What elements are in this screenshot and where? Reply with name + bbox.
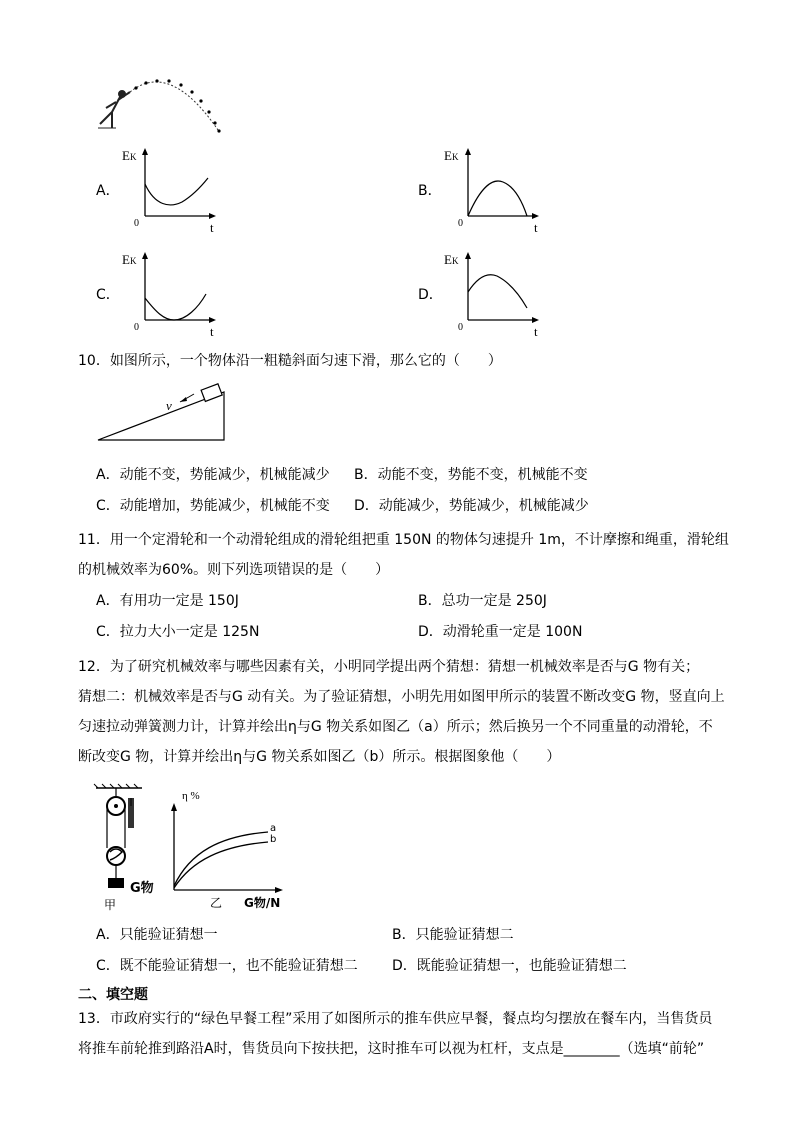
q10-option-d: D．动能减少，势能减少，机械能减少 — [354, 498, 589, 514]
shot-put-figure — [90, 78, 230, 138]
option-d-label: D． — [418, 287, 443, 303]
gwu-label-fig: G物 — [130, 881, 154, 896]
option-b-label: B． — [418, 183, 442, 199]
graph-d — [463, 250, 543, 324]
q11-option-c: C．拉力大小一定是 125N — [96, 624, 260, 640]
q12-option-a: A．只能验证猜想一 — [96, 927, 218, 943]
q11-line-1: 11．用一个定滑轮和一个动滑轮组成的滑轮组把重 150N 的物体匀速提升 1m，不计摩擦和绳重，滑轮组 — [78, 532, 729, 548]
eta-axis-label: η % — [182, 790, 200, 802]
q10-option-c: C．动能增加，势能减少，机械能不变 — [96, 498, 330, 514]
athlete-icon — [98, 91, 130, 128]
graph-c — [140, 250, 220, 324]
graph-a-origin: 0 — [134, 218, 139, 229]
q12-option-c: C．既不能验证猜想一，也不能验证猜想二 — [96, 958, 358, 974]
curve-a-line — [174, 832, 268, 886]
trajectory-path — [130, 82, 218, 130]
q12-line-4: 断改变G 物，计算并绘出η与G 物关系如图乙（b）所示。根据图象他（ ） — [78, 749, 561, 765]
q11-option-b: B．总功一定是 250J — [418, 593, 547, 609]
q12-line-1: 12．为了研究机械效率与哪些因素有关，小明同学提出两个猜想：猜想一机械效率是否与G 物有关； — [78, 659, 700, 675]
graph-c-ylabel: EK — [122, 252, 137, 267]
weight-block — [108, 878, 124, 888]
velocity-label: v — [166, 398, 172, 413]
q13-line-2: 将推车前轮推到路沿A时，售货员向下按扶把，这时推车可以视为杠杆，支点是________（选填“前轮” — [78, 1041, 705, 1057]
curve-c — [145, 294, 206, 320]
efficiency-graph — [170, 802, 286, 896]
graph-c-xlabel: t — [210, 324, 214, 339]
graph-b-origin: 0 — [458, 218, 463, 229]
incline-figure — [96, 382, 226, 442]
graph-a-ylabel: EK — [122, 148, 137, 163]
q11-option-a: A．有用功一定是 150J — [96, 593, 239, 609]
q10-option-b: B．动能不变，势能不变，机械能不变 — [354, 467, 588, 483]
q12-option-d: D．既能验证猜想一，也能验证猜想二 — [392, 958, 627, 974]
graph-b-xlabel: t — [534, 220, 538, 235]
jia-caption: 甲 — [104, 898, 117, 912]
graph-d-ylabel: EK — [444, 252, 459, 267]
graph-b — [463, 146, 543, 220]
q10-stem: 10．如图所示，一个物体沿一粗糙斜面匀速下滑，那么它的（ ） — [78, 353, 502, 369]
curve-b-label: b — [270, 834, 277, 845]
graph-d-origin: 0 — [458, 322, 463, 333]
option-a-label: A． — [96, 183, 120, 199]
graph-d-xlabel: t — [534, 324, 538, 339]
q10-option-a: A．动能不变，势能减少，机械能减少 — [96, 467, 330, 483]
graph-a — [140, 146, 220, 220]
q12-line-3: 匀速拉动弹簧测力计，计算并绘出η与G 物关系如图乙（a）所示；然后换另一个不同重量的动滑轮，不 — [78, 719, 713, 735]
curve-a-label: a — [270, 823, 277, 834]
q12-line-2: 猜想二：机械效率是否与G 动有关。为了验证猜想，小明先用如图甲所示的装置不断改变G 物，竖直向上 — [78, 689, 725, 705]
curve-d — [468, 275, 527, 308]
curve-b — [468, 181, 527, 216]
graph-c-origin: 0 — [134, 322, 139, 333]
graph-b-ylabel: EK — [444, 148, 459, 163]
gwu-axis-label: G物/N — [244, 896, 281, 910]
curve-a — [145, 178, 208, 205]
q11-line-2: 的机械效率为60%。则下列选项错误的是（ ） — [78, 562, 390, 578]
graph-a-xlabel: t — [210, 220, 214, 235]
q13-line-1: 13．市政府实行的“绿色早餐工程”采用了如图所示的推车供应早餐，餐点均匀摆放在餐车内，当售货员 — [78, 1011, 713, 1027]
q11-option-d: D．动滑轮重一定是 100N — [418, 624, 583, 640]
option-c-label: C． — [96, 287, 120, 303]
yi-caption: 乙 — [210, 896, 223, 910]
section-2-title: 二、填空题 — [78, 987, 148, 1003]
q12-option-b: B．只能验证猜想二 — [392, 927, 514, 943]
